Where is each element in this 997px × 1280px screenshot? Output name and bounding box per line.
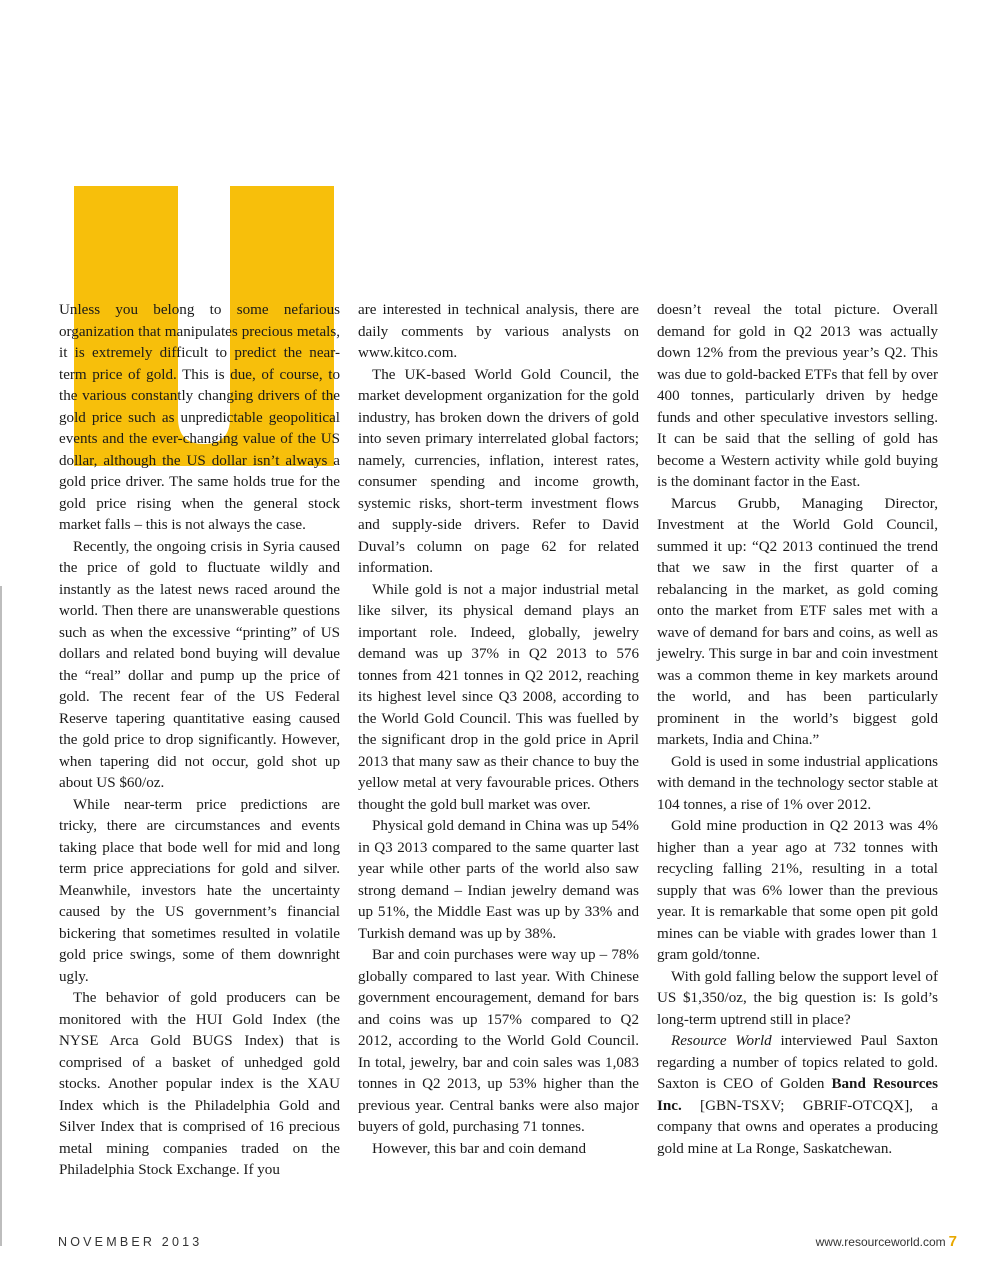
footer-issue-date: NOVEMBER 2013 <box>58 1235 203 1249</box>
paragraph: Gold mine production in Q2 2013 was 4% higher than a year ago at 732 tonnes with recycling falling 21%, resulting in a total supply that was 6% lower than the previous year. It is remarkable that some open pit gold mines can be viable with grades lower than 1 gram gold/tonne. <box>657 818 938 963</box>
paragraph: are interested in technical analysis, there are daily comments by various analysts on www.kitco.com. <box>358 302 639 361</box>
paragraph: While gold is not a major industrial metal like silver, its physical demand plays an important role. Indeed, globally, jewelry demand was up 37% in Q2 2013 to 576 tonnes from 421 tonnes in Q2 2012, reaching its highest level since Q3 2008, according to the World Gold Council. This was fuelled by the significant drop in the gold price in April 2013 that many saw as their chance to buy the yellow metal at very favourable prices. Others thought the gold bull market was over. <box>358 581 639 813</box>
column-3 <box>657 300 938 1230</box>
publication-name: Resource World <box>671 1033 772 1049</box>
footer-url[interactable]: www.resourceworld.com <box>815 1235 946 1249</box>
page-edge-rule <box>0 586 2 1246</box>
paragraph: Gold is used in some industrial applications with demand in the technology sector stable at 104 tonnes, a rise of 1% over 2012. <box>657 753 938 813</box>
column-1 <box>59 300 340 1230</box>
paragraph: Physical gold demand in China was up 54% in Q3 2013 compared to the same quarter last year while other parts of the world also saw strong demand – Indian jewelry demand was up 51%, the Middle East was up by 33% and Turkish demand was up by 38%. <box>358 818 639 942</box>
paragraph: The behavior of gold producers can be monitored with the HUI Gold Index (the NYSE Arca Gold BUGS Index) that is comprised of a basket of unhedged gold stocks. Another popular index is the XAU Index which is the Philadelphia Gold and Silver Index that is comprised of 16 precious metal mining companies traded on the Philadelphia Stock Exchange. If you <box>59 990 340 1178</box>
text-run: interviewed Paul Saxton regarding a number of topics related to gold. Saxton is CEO of Golden <box>657 1033 938 1092</box>
paragraph: Bar and coin purchases were way up – 78% globally compared to last year. With Chinese government encouragement, demand for bars and coins was up 157% compared to Q2 2012, according to the World Gold Council. In total, jewelry, bar and coin sales was 1,083 tonnes in Q2 2013, up 53% higher than the previous year. Central banks were also major buyers of gold, purchasing 71 tonnes. <box>358 947 639 1135</box>
paragraph: Unless you belong to some nefarious organization that manipulates precious metals, it is extremely difficult to predict the near-term price of gold. This is due, of course, to the various constantly changing drivers of the gold price such as unpredictable geopolitical events and the ever-changing value of the US dollar, although the US dollar isn’t always a gold price driver. The same holds true for the gold price rising when the general stock market falls – this is not always the case. <box>59 302 340 533</box>
paragraph: While near-term price predictions are tricky, there are circumstances and events taking place that bode well for mid and long term price appreciations for gold and silver. Meanwhile, investors hate the uncertainty caused by the US government’s financial bickering that sometimes resulted in volatile gold price swings, some of them downright ugly. <box>59 796 340 985</box>
paragraph: However, this bar and coin demand <box>372 1140 586 1157</box>
company-name: Band Resources Inc. <box>657 1076 939 1114</box>
paragraph-interview-intro <box>657 1031 938 1160</box>
footer-site <box>816 1233 957 1250</box>
article-body <box>59 300 938 1230</box>
paragraph: Recently, the ongoing crisis in Syria caused the price of gold to fluctuate wildly and instantly as the latest news raced around the world. Then there are unanswerable questions such as when the excessive “printing” of US dollars and related bond buying will devalue the “real” dollar and pump up the price of gold. The recent fear of the US Federal Reserve tapering quantitative easing caused the gold price to drop significantly. However, when tapering did not occur, gold shot up about US $60/oz. <box>59 538 340 791</box>
paragraph: doesn’t reveal the total picture. Overall demand for gold in Q2 2013 was actually down 12% from the previous year’s Q2. This was due to gold-backed ETFs that fell by over 400 tonnes, particularly driven by hedge funds and other speculative investors selling. It can be said that the selling of gold has become a Western activity while gold buying is the dominant factor in the East. <box>657 302 938 490</box>
column-2 <box>358 300 639 1230</box>
paragraph: The UK-based World Gold Council, the market development organization for the gold industry, has broken down the drivers of gold into seven primary interrelated global factors; namely, currencies, inflation, interest rates, consumer spending and income growth, systemic risks, short-term investment flows and supply-side drivers. Refer to David Duval’s column on page 62 for related information. <box>358 366 639 576</box>
paragraph: Marcus Grubb, Managing Director, Investment at the World Gold Council, summed it up: “Q2 2013 continued the trend that we saw in the first quarter of a rebalancing in the market, as gold coming onto the market from ETF sales met with a wave of demand for bars and coins, as well as jewelry. This surge in bar and coin investment was a common theme in key markets around the world, and has been particularly prominent in the world’s biggest gold markets, India and China.” <box>657 495 938 748</box>
text-run: [GBN-TSXV; GBRIF-OTCQX], a company that owns and operates a producing gold mine at La Ronge, Saskatchewan. <box>657 1097 938 1157</box>
paragraph: With gold falling below the support level of US $1,350/oz, the big question is: Is gold’s long-term uptrend still in place? <box>657 968 938 1028</box>
page-number: 7 <box>948 1233 957 1250</box>
